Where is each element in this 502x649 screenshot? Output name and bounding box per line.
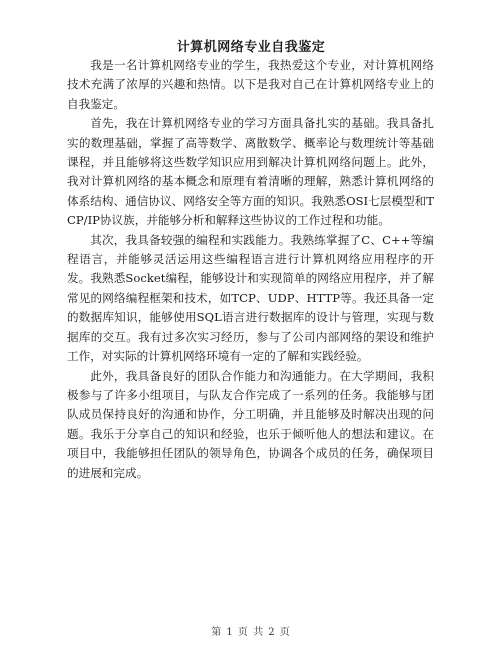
paragraph-teamwork: 此外，我具备良好的团队合作能力和沟通能力。在大学期间，我积极参与了许多小组项目，与队友合作完成了一系列的任务。我能够与团队成员保持良好的沟通和协作，分工明确，并且能够及时解决出现的问题。我乐于分享自己的知识和经验，也乐于倾听他人的想法和建议。在项目中，我能够担任团队的领导角色，协调各个成员的任务，确保项目的进展和完成。 [67,368,434,480]
document-body [67,56,434,483]
document-title: 计算机网络专业自我鉴定 [176,40,326,55]
paragraph-foundation: 首先，我在计算机网络专业的学习方面具备扎实的基础。我具备扎实的数理基础，掌握了高等数学、离散数学、概率论与数理统计等基础课程，并且能够将这些数学知识应用到解决计算机网络问题上。此外，我对计算机网络的基本概念和原理有着清晰的理解，熟悉计算机网络的体系结构、通信协议、网络安全等方面的知识。我熟悉OSI七层模型和TCP/IP协议族，并能够分析和解释这些协议的工作过程和功能。 [67,116,434,228]
paragraph-intro: 我是一名计算机网络专业的学生，我热爱这个专业，对计算机网络技术充满了浓厚的兴趣和热情。以下是我对自己在计算机网络专业上的自我鉴定。 [67,58,434,111]
page-number-footer: 第 1 页 共 2 页 [211,627,291,638]
paragraph-programming: 其次，我具备较强的编程和实践能力。我熟练掌握了C、C++等编程语言，并能够灵活运用这些编程语言进行计算机网络应用程序的开发。我熟悉Socket编程，能够设计和实现简单的网络应用程序，并了解常见的网络编程框架和技术，如TCP、UDP、HTTP等。我还具备一定的数据库知识，能够使用SQL语言进行数据库的设计与管理，实现与数据库的交互。我有过多次实习经历，参与了公司内部网络的架设和维护工作，对实际的计算机网络环境有一定的了解和实践经验。 [67,232,434,364]
